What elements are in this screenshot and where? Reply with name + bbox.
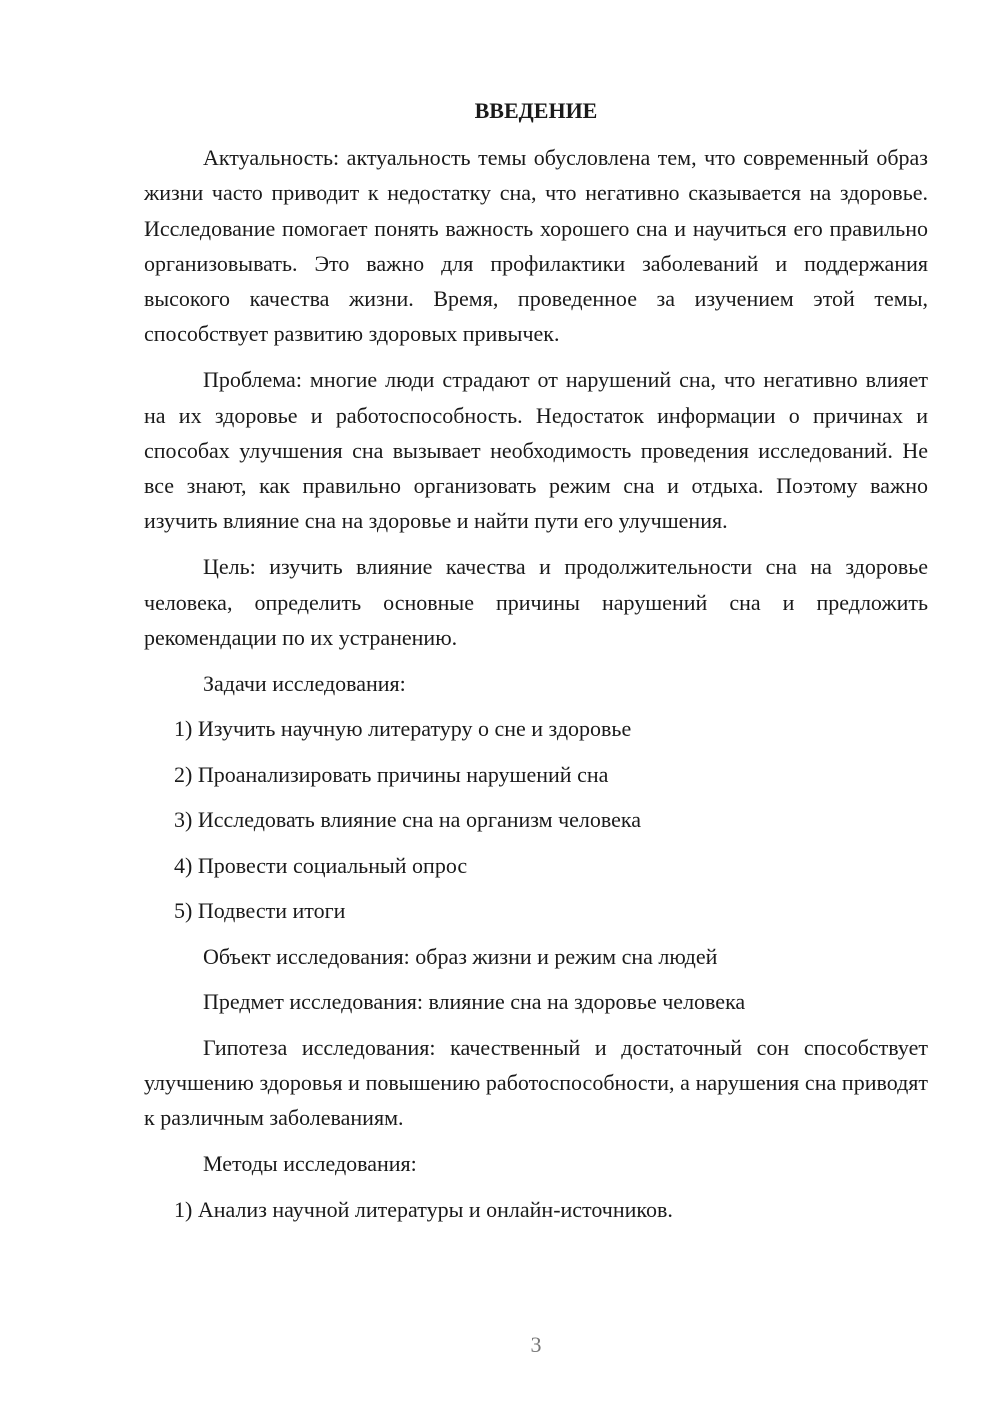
paragraph-hypothesis: Гипотеза исследования: качественный и достаточный сон способствует улучшению здоровья и повышению работоспособности, а нарушения сна приводят к различным заболеваниям. [144,1034,928,1131]
method-item: 1) Анализ научной литературы и онлайн-источников. [174,1196,673,1222]
document-body [144,94,928,1237]
paragraph-relevance: Актуальность: актуальность темы обусловлена тем, что современный образ жизни часто приводит к недостатку сна, что негативно сказывается на здоровье. Исследование помогает понять важность хорошего сна и научиться его правильно организовывать. Это важно для профилактики заболеваний и поддержания высокого качества жизни. Время, проведенное за изучением этой темы, способствует развитию здоровых привычек. [144,145,928,347]
page-title: ВВЕДЕНИЕ [474,98,598,123]
paragraph-problem: Проблема: многие люди страдают от нарушений сна, что негативно влияет на их здоровье и работоспособность. Недостаток информации о причинах и способах улучшения сна вызывает необходимость проведения исследований. Не все знают, как правильно организовать режим сна и отдыха. Поэтому важно изучить влияние сна на здоровье и найти пути его улучшения. [144,367,928,534]
task-item: 4) Провести социальный опрос [174,852,468,878]
page-number: 3 [530,1332,542,1357]
task-item: 1) Изучить научную литературу о сне и здоровье [174,716,632,742]
research-subject: Предмет исследования: влияние сна на здоровье человека [203,989,746,1015]
task-item: 2) Проанализировать причины нарушений сна [174,761,609,787]
task-item: 3) Исследовать влияние сна на организм человека [174,807,642,833]
paragraph-goal: Цель: изучить влияние качества и продолжительности сна на здоровье человека, определить основные причины нарушений сна и предложить рекомендации по их устранению. [144,554,928,650]
task-item: 5) Подвести итоги [174,898,346,924]
methods-heading: Методы исследования: [203,1151,417,1177]
tasks-heading: Задачи исследования: [203,670,406,696]
research-object: Объект исследования: образ жизни и режим сна людей [203,943,718,969]
